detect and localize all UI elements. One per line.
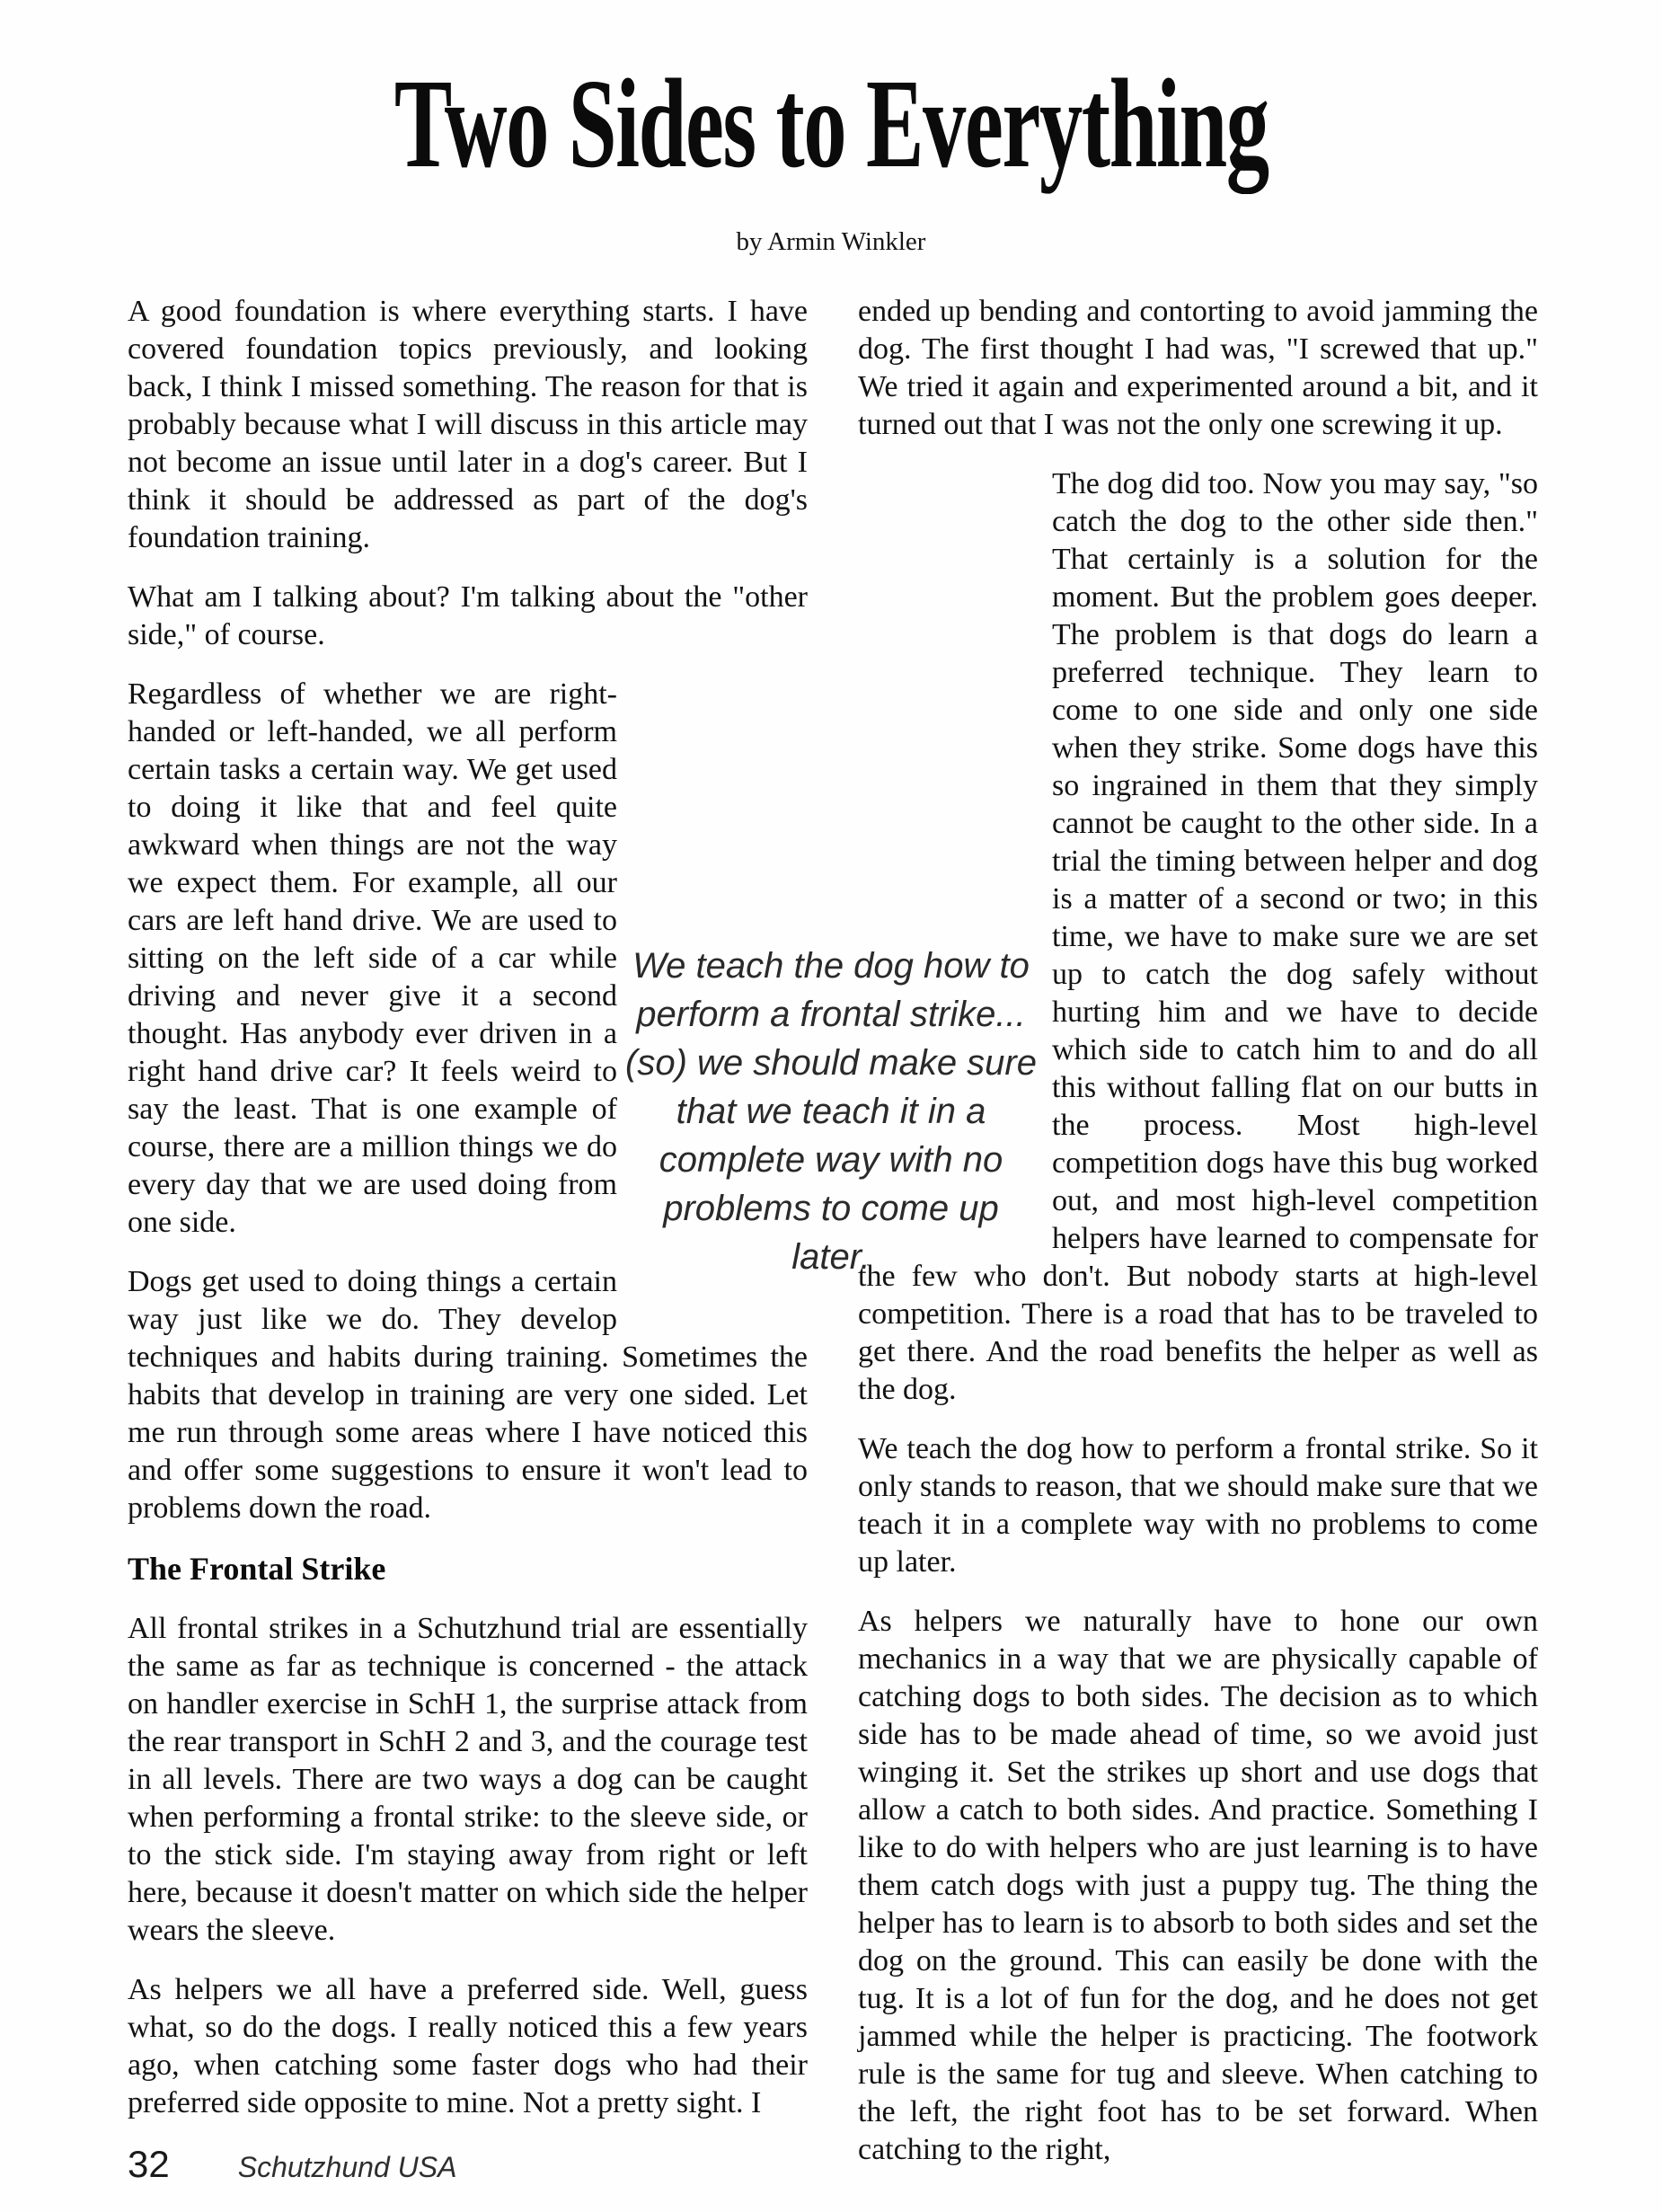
byline: by Armin Winkler	[736, 227, 926, 256]
paragraph: As helpers we naturally have to hone our own mechanics in a way that we are physically capable of catching dogs to both sides. The decision as to which side has to be made ahead of time, so we avoid just winging it. Set the strikes up short and use dogs that allow a catch to both sides. And practice. Something I like to do with helpers who are just learning is to have them catch dogs with just a puppy tug. The thing the helper has to learn is to absorb to both sides and set the dog on the ground. This can easily be done with the tug. It is a lot of fun for the dog, and he does not get jammed while the helper is practicing. The footwork rule is the same for tug and sleeve. When catching to the left, the right foot has to be set forward. When catching to the right,	[858, 1605, 1538, 2166]
paragraph: ended up bending and contorting to avoid jamming the dog. The first thought I had was, "I screwed that up." We tried it again and experimented around a bit, and it turned out that I was not the only one screwing it up.	[858, 295, 1538, 441]
paragraph: We teach the dog how to perform a frontal strike. So it only stands to reason, that we should make sure that we teach it in a complete way with no problems to come up later.	[858, 1432, 1538, 1579]
paragraph: All frontal strikes in a Schutzhund trial are essentially the same as far as technique is concerned - the attack on handler exercise in SchH 1, the surprise attack from the rear transport in SchH 2 and 3, and the courage test in all levels. There are two ways a dog can be caught when performing a frontal strike: to the sleeve side, or to the stick side. I'm staying away from right or left here, because it doesn't matter on which side the helper wears the sleeve.	[128, 1612, 808, 1947]
pull-quote: We teach the dog how to perform a frontal strike...(so) we should make sure that we teach it in a complete way with no problems to come up later.	[625, 946, 1037, 1277]
page-title: Two Sides to Everything	[393, 52, 1269, 194]
page-number: 32	[128, 2143, 170, 2185]
paragraph-text: Regardless of whether we are right-handed or left-handed, we all perform certain tasks a certain way. We get used to doing it like that and feel quite awkward when things are not the way we expect them. For example, all our cars are left hand drive. We are used to sitting on the left side of a car while driving and never give it a second thought. Has anybody ever driven in a right hand drive car? It feels weird to say the least. That is one example of course, there are a million things we do every day that we are used doing from one side.	[128, 677, 617, 1239]
title-wrap	[0, 52, 1662, 194]
page-footer	[128, 2144, 456, 2185]
paragraph-text: The dog did too. Now you may say, "so catch the dog to the other side then." That certainly is a solution for the moment. But the problem goes deeper. The problem is that dogs do learn a preferred technique. They learn to come to one side and only one side when they strike. Some dogs have this so ingrained in them that they simply cannot be caught to the other side. In a trial the timing between helper and dog is a matter of a second or two; in this time, we have to make sure we are set up to catch the dog safely without hurting him and we have to decide which side to catch him to and do all this without falling flat on our butts in the process. Most high-level competition dogs have this bug worked out, and most high-level competition helpers have learned to compensate for the few who don't. But nobody starts at high-level competition. There is a road that has to be traveled to get there. And the road benefits the helper as well as the dog.	[858, 467, 1538, 1406]
magazine-name: Schutzhund USA	[237, 2151, 457, 2183]
section-heading: The Frontal Strike	[128, 1551, 386, 1587]
paragraph: A good foundation is where everything starts. I have covered foundation topics previously, and looking back, I think I missed something. The reason for that is probably because what I will discuss in this article may not become an issue until later in a dog's career. But I think it should be addressed as part of the dog's foundation training.	[128, 295, 808, 554]
paragraph: What am I talking about? I'm talking about the "other side," of course.	[128, 580, 808, 651]
paragraph: As helpers we all have a preferred side. Well, guess what, so do the dogs. I really noticed this a few years ago, when catching some faster dogs who had their preferred side opposite to mine. Not a pretty sight. I	[128, 1973, 808, 2119]
paragraph: Dogs get used to doing things a certain way just like we do. They develop techniques and habits during training. Sometimes the habits that develop in training are very one sided. Let me run through some areas where I have noticed this and offer some suggestions to ensure it won't lead to problems down the road.	[128, 1265, 808, 1525]
